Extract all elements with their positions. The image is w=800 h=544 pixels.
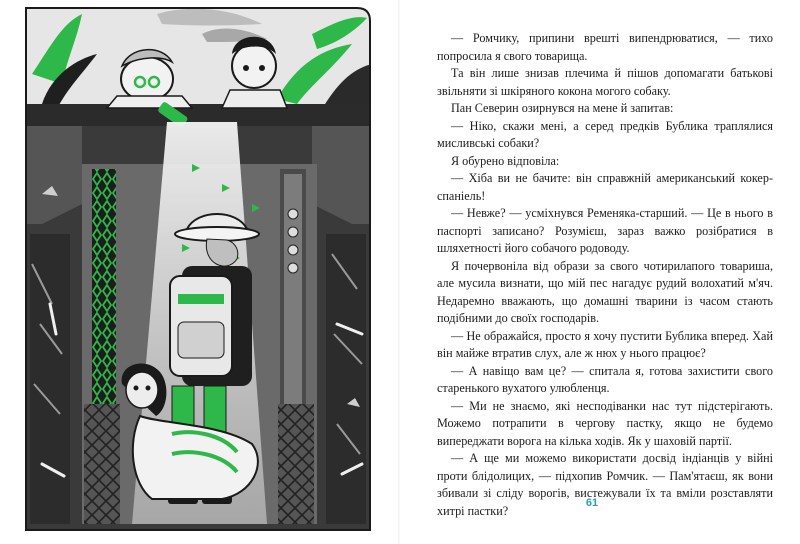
paragraph: — Невже? — усміхнувся Ременяка-старший. — Це в нього в паспорті записано? Розумієш, зараз важко розібратися в шляхетності його собачого родоводу.: [437, 206, 773, 255]
paragraph: — Хіба ви не бачите: він справжній американський кокер-спаніель!: [437, 171, 773, 203]
page-number: 61: [585, 497, 599, 509]
paragraph: Пан Северин озирнувся на мене й запитав:: [451, 101, 674, 115]
paragraph: — А навіщо вам це? — спитала я, готова захистити свого старенького вухатого улюбленця.: [437, 363, 773, 395]
paragraph: Та він лише знизав плечима й пішов допомагати батькові звільняти зі шкіряного кокона могого собаку.: [437, 66, 773, 98]
paragraph: — Ми не знаємо, які несподіванки нас тут підстерігають. Можемо потрапити в чергову пастку, якщо не будемо випереджати ворога на кілька ходів. Як у шаховій партії.: [437, 398, 773, 448]
illustration: [22, 4, 374, 534]
paragraph: — А ще ми можемо використати досвід індіанців у війні проти блідолицих, — підхопив Ромчик. — Пам'ятаєш, як вони збивали зі сліду ворогів, вистежували їх та вміли розставляти хитрі пастки?: [437, 451, 773, 518]
paragraph: — Ромчику, припини врешті випендрюватися, — тихо попросила я свого товарища.: [437, 31, 773, 63]
paragraph: — Ніко, скажи мені, а серед предків Бублика траплялися мисливські собаки?: [437, 118, 773, 150]
body-text: [437, 30, 773, 520]
paragraph: Я почервоніла від образи за свого чотирилапого товариша, але мусила визнати, що мій пес нагадує рудий волохатий м'яч. Недаремно вважають, що домашні тварини із часом стають подібними до своїх господарів.: [437, 258, 773, 325]
paragraph: Я обурено відповіла:: [451, 153, 560, 168]
paragraph: — Не ображайся, просто я хочу пустити Бублика вперед. Хай він майже втратив слух, але ж нюх у нього працює?: [437, 328, 773, 360]
